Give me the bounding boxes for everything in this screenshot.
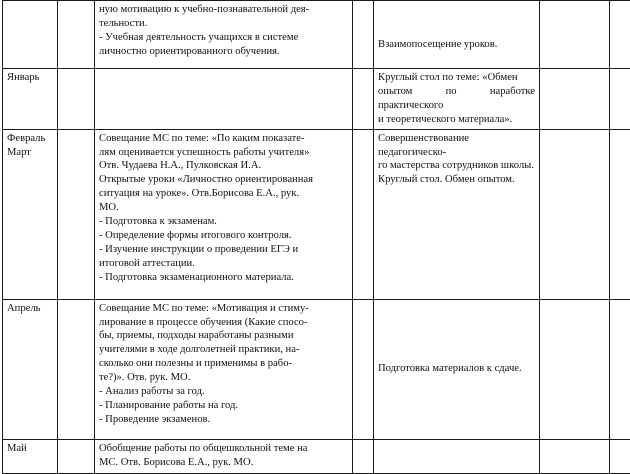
topic-cell: [95, 1, 353, 69]
topic-line: Совещание МС по теме: «Мотивация и стиму-: [99, 302, 348, 316]
topic-cell: [95, 299, 353, 439]
empty-cell: [58, 1, 95, 69]
topic-line: личностно ориентированного обучения.: [99, 45, 348, 59]
month-label: Май: [7, 442, 53, 456]
event-line: и теоретического материала».: [378, 113, 535, 127]
empty-cell: [58, 129, 95, 299]
event-cell: [374, 69, 540, 130]
topic-line: лирование в процессе обучения (Какие спосо-: [99, 316, 348, 330]
empty-cell: [540, 69, 610, 130]
topic-line: МС. Отв. Борисова Е.А., рук. МО.: [99, 456, 348, 470]
empty-cell: [610, 299, 630, 439]
month-cell: [3, 69, 58, 130]
month-cell: [3, 299, 58, 439]
topic-line: Совещание МС по теме: «По каким показате-: [99, 132, 348, 146]
empty-cell: [540, 1, 610, 69]
empty-cell: [353, 69, 374, 130]
table-row: [3, 439, 630, 473]
topic-line: учителями в ходе долголетней практики, на-: [99, 343, 348, 357]
month-label: Апрель: [7, 302, 53, 316]
empty-cell: [58, 69, 95, 130]
topic-line: - Учебная деятельность учащихся в системе: [99, 31, 348, 45]
empty-cell: [353, 299, 374, 439]
event-line: го мастерства сотрудников школы.: [378, 159, 535, 173]
topic-line: тельности.: [99, 17, 348, 31]
empty-cell: [58, 299, 95, 439]
topic-cell: [95, 69, 353, 130]
topic-line: МО.: [99, 201, 348, 215]
month-label: Март: [7, 146, 53, 160]
plan-table: [2, 0, 630, 474]
event-cell: [374, 299, 540, 439]
table-row: [3, 69, 630, 130]
empty-cell: [540, 299, 610, 439]
topic-line: - Определение формы итогового контроля.: [99, 229, 348, 243]
event-line: Подготовка материалов к сдаче.: [378, 362, 535, 376]
event-line: Совершенствование педагогическо-: [378, 132, 535, 160]
topic-line: сколько они полезны и применимы в рабо-: [99, 357, 348, 371]
event-cell: [374, 1, 540, 69]
empty-cell: [540, 439, 610, 473]
month-label: Февраль: [7, 132, 53, 146]
empty-cell: [540, 129, 610, 299]
event-line: Круглый стол по теме: «Обмен: [378, 71, 535, 85]
table-row: [3, 299, 630, 439]
topic-line: итоговой аттестации.: [99, 257, 348, 271]
topic-line: - Подготовка к экзаменам.: [99, 215, 348, 229]
month-cell: [3, 1, 58, 69]
topic-line: лям оценивается успешность работы учителя»: [99, 146, 348, 160]
event-line: опытом по наработке практического: [378, 85, 535, 113]
event-cell: [374, 439, 540, 473]
month-label: Январь: [7, 71, 53, 85]
topic-cell: [95, 129, 353, 299]
topic-line: ситуация на уроке». Отв.Борисова Е.А., рук.: [99, 187, 348, 201]
topic-line: - Проведение экзаменов.: [99, 413, 348, 427]
topic-line: Открытые уроки «Личностно ориентированная: [99, 173, 348, 187]
event-cell: [374, 129, 540, 299]
empty-cell: [353, 129, 374, 299]
event-line: Круглый стол. Обмен опытом.: [378, 173, 535, 187]
topic-line: ную мотивацию к учебно-познавательной дея-: [99, 3, 348, 17]
month-cell: [3, 439, 58, 473]
topic-line: Отв. Чудаева Н.А., Пулковская И.А.: [99, 159, 348, 173]
empty-cell: [610, 69, 630, 130]
topic-line: бы, приемы, подходы наработаны разными: [99, 329, 348, 343]
empty-cell: [610, 439, 630, 473]
topic-line: Обобщение работы по общешкольной теме на: [99, 442, 348, 456]
topic-line: - Изучение инструкции о проведении ЕГЭ и: [99, 243, 348, 257]
empty-cell: [353, 439, 374, 473]
topic-cell: [95, 439, 353, 473]
month-cell: [3, 129, 58, 299]
empty-cell: [353, 1, 374, 69]
empty-cell: [58, 439, 95, 473]
event-line: Взаимопосещение уроков.: [378, 38, 535, 52]
empty-cell: [610, 129, 630, 299]
topic-line: - Анализ работы за год.: [99, 385, 348, 399]
topic-line: те?)». Отв. рук. МО.: [99, 371, 348, 385]
topic-line: - Подготовка экзаменационного материала.: [99, 271, 348, 285]
empty-cell: [610, 1, 630, 69]
topic-line: - Планирование работы на год.: [99, 399, 348, 413]
table-row: [3, 1, 630, 69]
table-row: [3, 129, 630, 299]
